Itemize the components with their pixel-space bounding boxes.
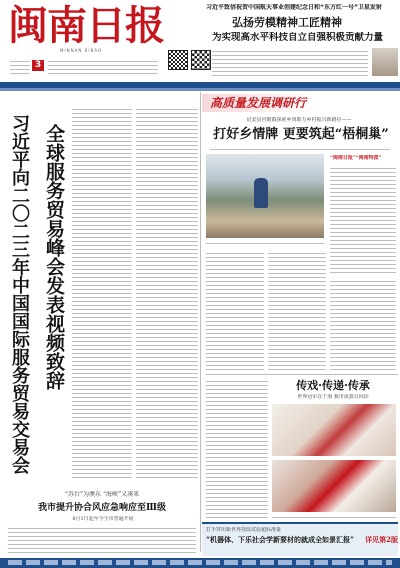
lead-article-text-2 — [136, 106, 198, 481]
issue-info — [10, 56, 170, 76]
pinyin: MINNAN RIBAO — [60, 48, 103, 53]
culture-photo-2 — [272, 460, 396, 512]
feature-body-2 — [268, 250, 326, 370]
issue-number-badge — [32, 60, 44, 71]
logo-text: 闽南日报 — [8, 2, 164, 49]
feature-body-3 — [330, 278, 396, 370]
bottom-band-page-ref[interactable]: 详见第2版 — [365, 535, 398, 544]
lead-article-text — [72, 106, 132, 481]
footer-info — [8, 560, 392, 565]
feature-section-label: 高质量发展调研行 — [210, 96, 307, 110]
culture-headline[interactable]: 传戏·传递·传承 — [296, 379, 370, 392]
top-headline-3[interactable]: 为实现高水平科技自立自强积极贡献力量 — [212, 32, 384, 43]
bottom-left-kicker: “苏台”为澳东 “海峡”又凑来 — [64, 491, 140, 498]
culture-text — [206, 378, 268, 518]
top-right-text — [212, 48, 368, 76]
culture-photo-1 — [272, 404, 396, 456]
qr-code — [168, 50, 188, 70]
feature-photo-caption — [206, 240, 324, 245]
feature-photo-person — [254, 178, 268, 208]
masthead-logo — [8, 4, 166, 48]
feature-side-text — [330, 165, 396, 275]
left-vertical-headline[interactable] — [6, 106, 68, 486]
bottom-band-kicker: 打手穿出新世界技改试验超标准量 — [206, 527, 282, 533]
culture-subhead: 世界冠军在于海 我市夜游召回活 — [297, 394, 369, 400]
qr-code-2 — [191, 50, 211, 70]
bottom-band-headline[interactable]: “机器体、下乐社会学新要材的就成全如景汇报” — [206, 535, 355, 544]
feature-divider — [206, 374, 398, 375]
bottom-left-sub: 8月1日起至今全市普遍开展 — [72, 516, 134, 522]
main-title-b[interactable]: 全球服务贸易峰会发表视频致辞 — [43, 124, 65, 390]
feature-headline[interactable]: 打好乡情牌 更要筑起“梧桐巢” — [213, 127, 389, 142]
top-right-photo — [372, 48, 398, 76]
bottom-left-text — [8, 525, 196, 555]
issue-details — [10, 58, 30, 74]
feature-body-1 — [206, 250, 264, 370]
bottom-left-headline[interactable]: 我市提升协合风应急响应至Ⅲ级 — [38, 503, 166, 513]
main-title-a[interactable]: 习近平向二〇二三年中国国际服务贸易交易会 — [9, 114, 30, 474]
column-divider — [200, 92, 201, 552]
issue-details-right — [48, 58, 158, 74]
issue-number: 3 — [34, 60, 42, 70]
culture-caption — [272, 514, 396, 518]
feature-side-label: “闽南日报”“闽南特派” — [330, 155, 382, 161]
index-band-strip — [0, 88, 400, 91]
feature-kicker: 诏安县官陂镇探索乡贤助力乡村振兴新路径—— — [246, 117, 352, 123]
feature-byline — [210, 146, 390, 151]
top-headline-2[interactable]: 弘扬劳模精神工匠精神 — [232, 16, 342, 29]
top-headline-1[interactable]: 习近平致信祝贺中国航天事业创建纪念日和“东方红一号”卫星发射 — [206, 4, 382, 11]
